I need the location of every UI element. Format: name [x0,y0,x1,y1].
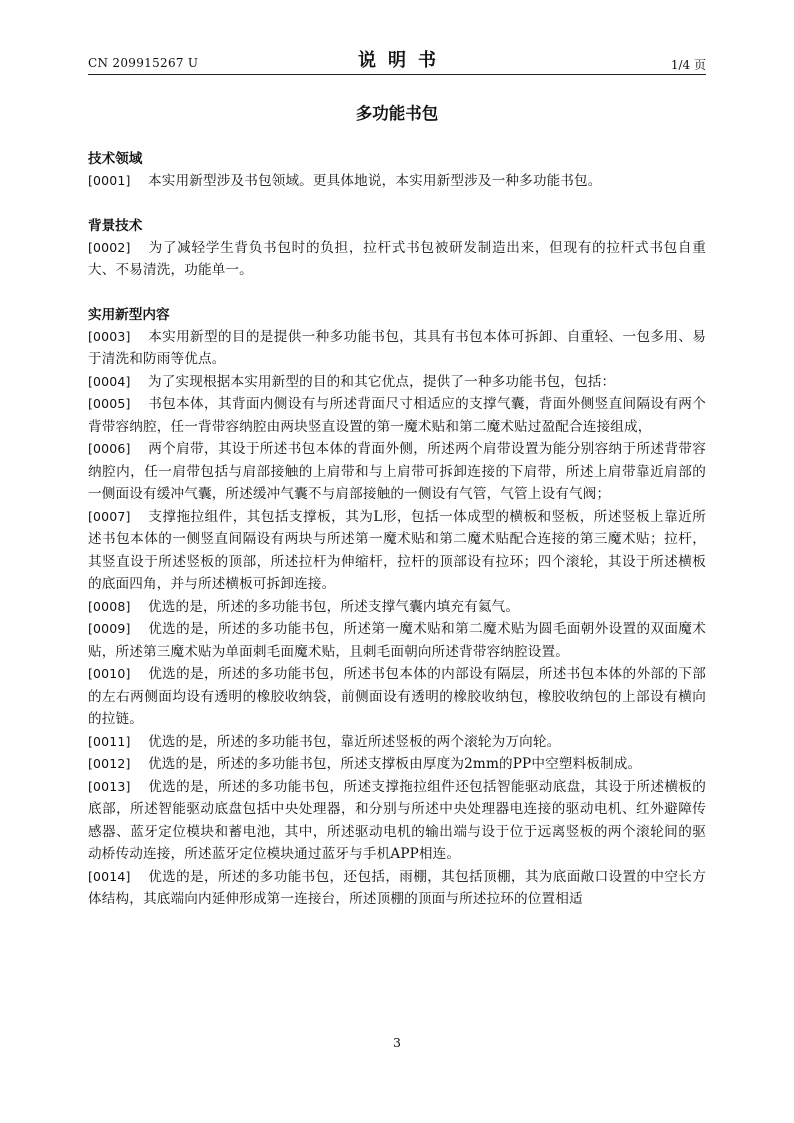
document-body [88,148,706,911]
paragraph-number: [0008] [88,598,131,614]
paragraph [88,866,706,911]
paragraph-text: 本实用新型涉及书包领域。更具体地说，本实用新型涉及一种多功能书包。 [148,173,602,189]
paragraph [88,371,706,394]
paragraph [88,618,706,663]
paragraph-number: [0007] [88,508,131,524]
paragraph-number: [0014] [88,868,131,884]
section-heading: 技术领域 [88,151,143,167]
paragraph-text: 为了实现根据本实用新型的目的和其它优点，提供了一种多功能书包，包括： [148,373,616,390]
paragraph [88,776,706,866]
section-heading: 实用新型内容 [88,306,170,323]
patent-number: CN 209915267 U [88,56,199,70]
paragraph-text: 优选的是，所述的多功能书包，所述书包本体的内部设有隔层，所述书包本体的外部的下部的左右两侧面均设有透明的橡胶收纳袋，前侧面设有透明的橡胶收纳包，橡胶收纳包的上部设有横向的拉链。 [88,666,706,727]
paragraph-text: 两个肩带，其设于所述书包本体的背面外侧，所述两个肩带设置为能分别容纳于所述背带容纳腔内，任一肩带包括与肩部接触的上肩带和与上肩带可拆卸连接的下肩带，所述上肩带靠近肩部的一侧面设有缓冲气囊，所述缓冲气囊不与肩部接触的一侧设有气管，气管上设有气阀； [88,441,706,502]
paragraph-number: [0012] [88,756,131,771]
paragraph-number: [0006] [88,441,131,456]
section-technical-field [88,148,706,193]
paragraph [88,237,706,282]
paragraph-number: [0005] [88,396,131,411]
paragraph-text: 优选的是，所述的多功能书包，所述支撑板由厚度为2mm的PP中空塑料板制成。 [148,756,642,772]
document-type: 说明书 [358,50,448,71]
paragraph-text: 优选的是，所述的多功能书包，还包括，雨棚，其包括顶棚，其为底面敞口设置的中空长方体结构，其底端向内延伸形成第一连接台，所述顶棚的顶面与所述拉环的位置相适 [88,868,706,907]
paragraph [88,731,706,754]
paragraph [88,393,706,438]
paragraph-number: [0003] [88,328,131,344]
section-utility-model-content [88,304,706,911]
section-background [88,215,706,282]
page-number: 3 [393,1035,401,1050]
paragraph-text: 优选的是，所述的多功能书包，靠近所述竖板的两个滚轮为万向轮。 [148,733,561,750]
paragraph [88,170,706,193]
paragraph [88,326,706,371]
paragraph-number: [0013] [88,778,131,794]
paragraph-text: 支撑拖拉组件，其包括支撑板，其为L形，包括一体成型的横板和竖板，所述竖板上靠近所述书包本体的一侧竖直间隔设有两块与所述第一魔术贴和第二魔术贴配合连接的第三魔术贴；拉杆，其竖直设于所述竖板的顶部，所述拉杆为伸缩杆，拉杆的顶部设有拉环；四个滚轮，其设于所述横板的底面四角，并与所述横板可拆卸连接。 [88,508,706,592]
paragraph-text: 优选的是，所述的多功能书包，所述第一魔术贴和第二魔术贴为圆毛面朝外设置的双面魔术贴，所述第三魔术贴为单面刺毛面魔术贴，且刺毛面朝向所述背带容纳腔设置。 [88,621,706,660]
paragraph-text: 优选的是，所述的多功能书包，所述支撑气囊内填充有氦气。 [148,598,520,615]
paragraph [88,753,706,776]
paragraph-number: [0011] [88,733,131,749]
page-header [88,44,706,74]
paragraph [88,663,706,731]
paragraph [88,596,706,619]
paragraph-number: [0001] [88,173,131,188]
paragraph-number: [0009] [88,621,131,636]
paragraph-number: [0004] [88,373,131,389]
paragraph-text: 为了减轻学生背负书包时的负担，拉杆式书包被研发制造出来，但现有的拉杆式书包自重大、不易清洗，功能单一。 [88,239,706,278]
paragraph-text: 书包本体，其背面内侧设有与所述背面尺寸相适应的支撑气囊，背面外侧竖直间隔设有两个背带容纳腔，任一背带容纳腔由两块竖直设置的第一魔术贴和第二魔术贴过盈配合连接组成， [88,396,706,435]
paragraph-number: [0010] [88,666,131,681]
paragraph-text: 优选的是，所述的多功能书包，所述支撑拖拉组件还包括智能驱动底盘，其设于所述横板的底部，所述智能驱动底盘包括中央处理器，和分别与所述中央处理器电连接的驱动电机、红外避障传感器、蓝牙定位模块和蓄电池，其中，所述驱动电机的输出端与设于位于远离竖板的两个滚轮间的驱动桥传动连接，所述蓝牙定位模块通过蓝牙与手机APP相连。 [88,778,706,862]
paragraph-text: 本实用新型的目的是提供一种多功能书包，其具有书包本体可拆卸、自重轻、一包多用、易于清洗和防雨等优点。 [88,328,706,367]
header-divider [88,74,706,75]
document-title: 多功能书包 [355,104,439,123]
paragraph-number: [0002] [88,239,131,255]
page-indicator: 1/4 页 [670,58,706,72]
paragraph [88,438,706,506]
section-heading: 背景技术 [88,217,143,234]
paragraph [88,506,706,596]
